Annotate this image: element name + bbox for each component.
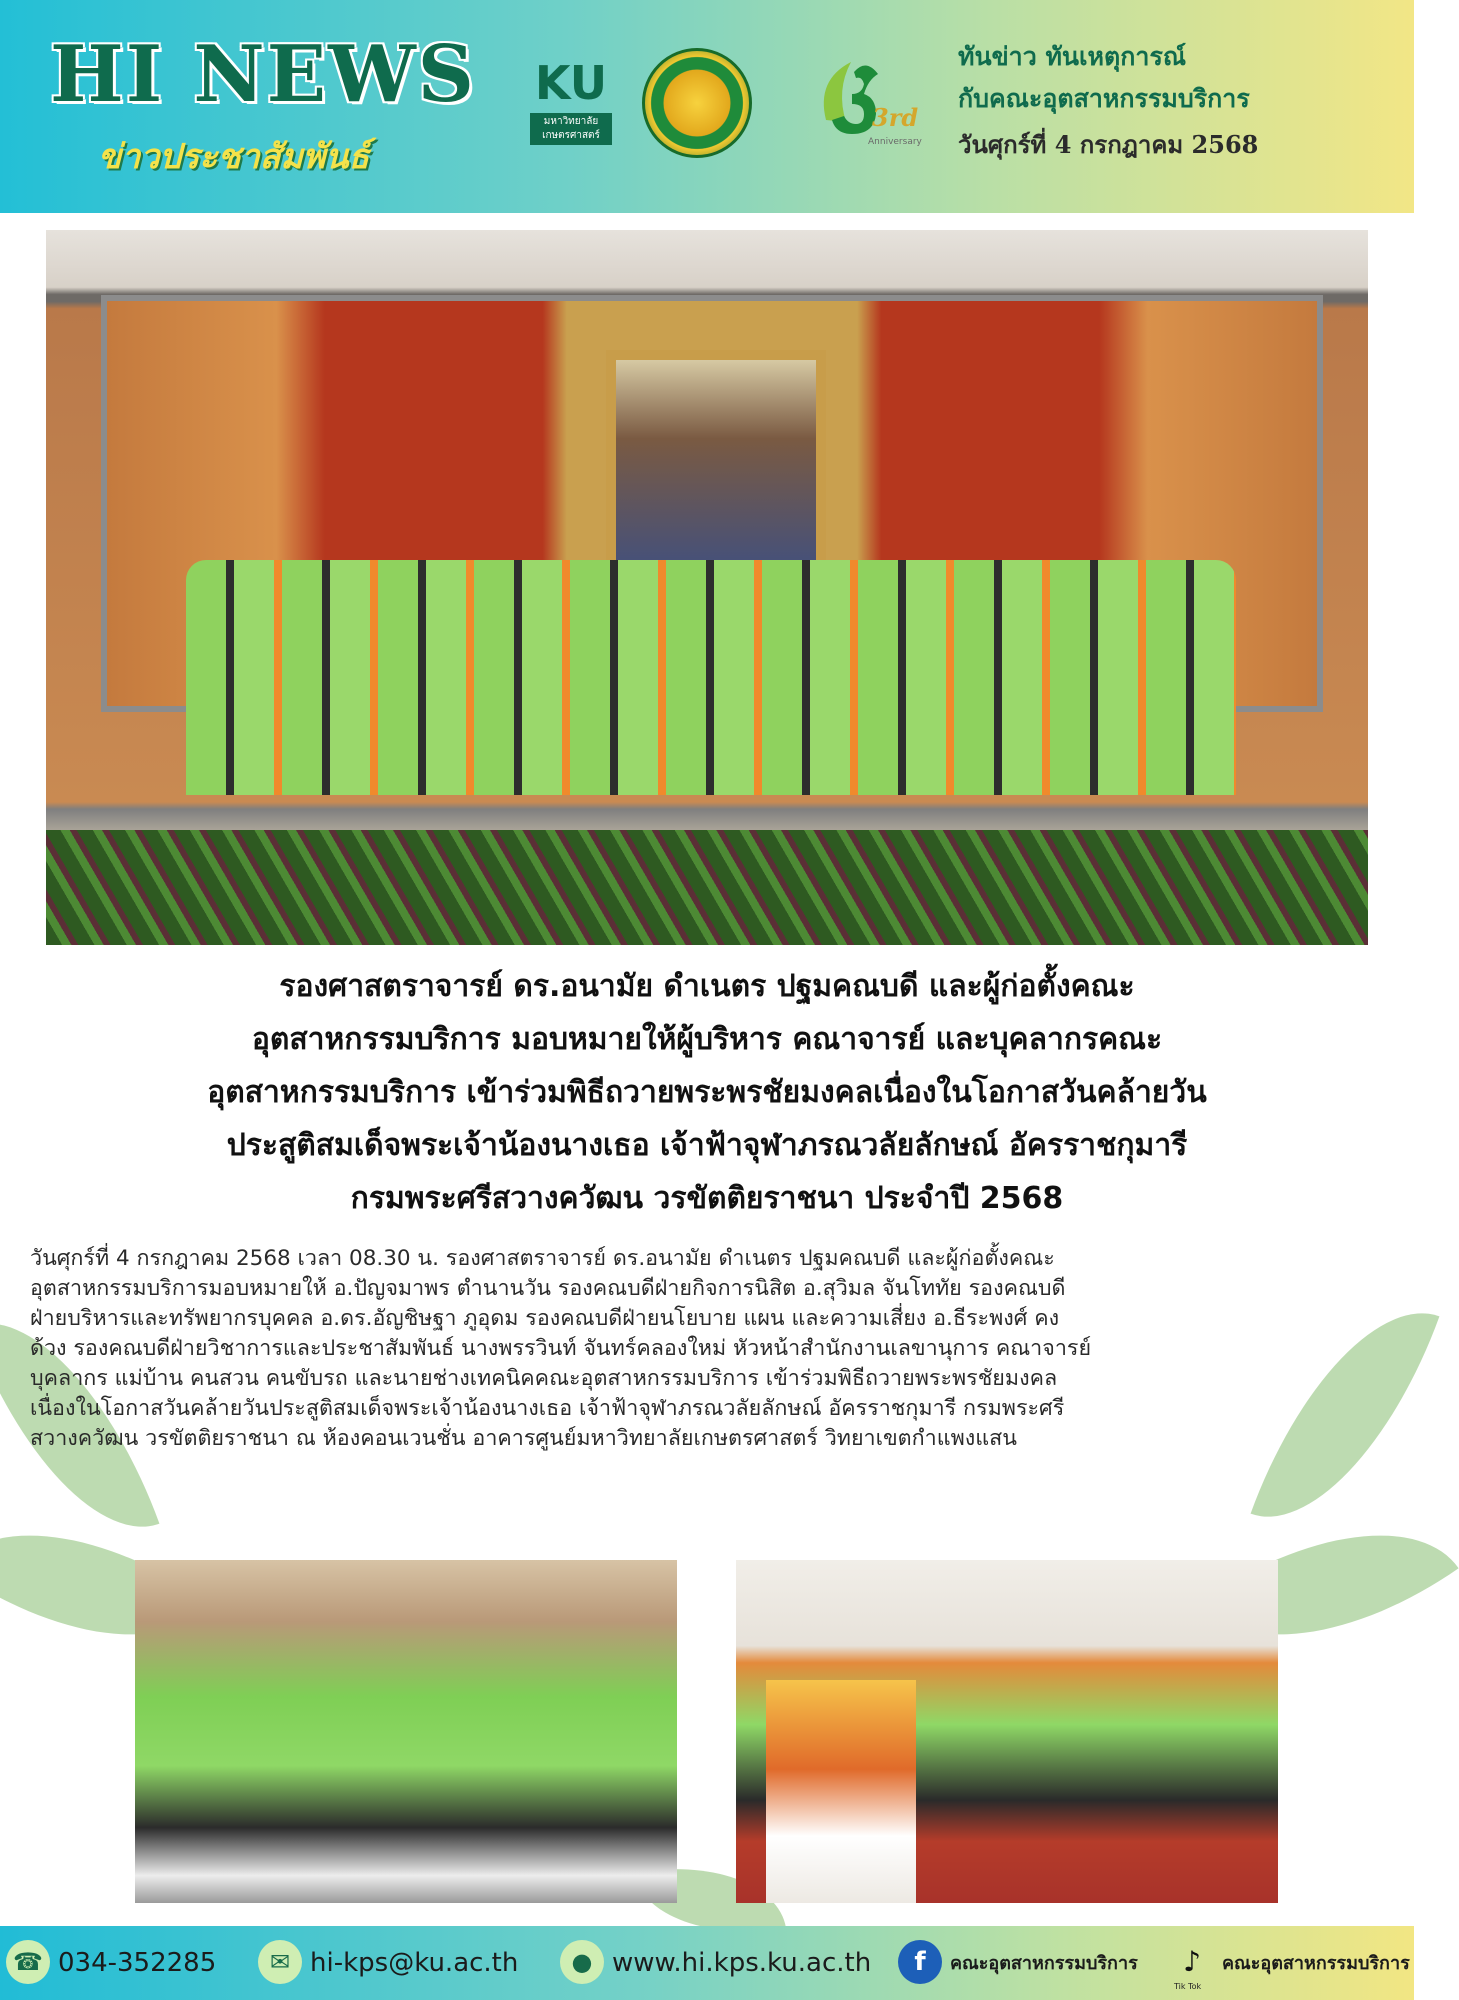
headline-line: กรมพระศรีสวางควัฒน วรขัตติยราชนา ประจำปี 2568 (350, 1181, 1064, 1216)
ku-logo (530, 55, 612, 155)
footer-contact-bar (0, 1926, 1414, 2000)
footer-tiktok-text: คณะอุตสาหกรรมบริการ (1222, 1953, 1410, 1974)
ku-logo-caption: มหาวิทยาลัยเกษตรศาสตร์ (530, 113, 612, 145)
headline-line: รองศาสตราจารย์ ดร.อนามัย ดำเนตร ปฐมคณบดี และผู้ก่อตั้งคณะ (279, 969, 1135, 1004)
email-icon: ✉ (258, 1940, 302, 1984)
stage-plants (46, 830, 1368, 945)
royal-portrait (606, 350, 826, 595)
body-line: เนื่องในโอกาสวันคล้ายวันประสูติสมเด็จพระเจ้าน้องนางเธอ เจ้าฟ้าจุฬาภรณวลัยลักษณ์ อัครราชกุมารี กรมพระศรี (30, 1396, 1065, 1421)
body-line: สวางควัฒน วรขัตติยราชนา ณ ห้องคอนเวนชั่น อาคารศูนย์มหาวิทยาลัยเกษตรศาสตร์ วิทยาเขตกำแพงแสน (30, 1426, 1017, 1451)
anniversary-caption: Anniversary (868, 137, 922, 147)
headline-line: อุตสาหกรรมบริการ มอบหมายให้ผู้บริหาร คณาจารย์ และบุคลากรคณะ (251, 1022, 1163, 1057)
globe-icon: ● (560, 1940, 604, 1984)
ceremony-photo (736, 1560, 1278, 1903)
brand-title: HI NEWS (50, 29, 477, 120)
body-line: ด้วง รองคณบดีฝ่ายวิชาการและประชาสัมพันธ์ นางพรรวินท์ จันทร์คลองใหม่ หัวหน้าสำนักงานเลขานุการ คณาจารย์ (30, 1336, 1092, 1361)
footer-tiktok[interactable] (1170, 1938, 1410, 1991)
footer-website-text: www.hi.kps.ku.ac.th (612, 1948, 872, 1978)
anniversary-badge: 3rd (872, 103, 919, 132)
header-tagline-1: ทันข่าว ทันเหตุการณ์ (958, 42, 1187, 71)
anniversary-logo (806, 50, 922, 154)
headline-line: อุตสาหกรรมบริการ เข้าร่วมพิธีถวายพระพรชัยมงคลเนื่องในโอกาสวันคล้ายวัน (207, 1075, 1207, 1110)
main-group-photo (46, 230, 1368, 945)
footer-email[interactable] (258, 1938, 548, 1988)
body-line: ฝ่ายบริหารและทรัพยากรบุคคล อ.ดร.อัญชิษฐา ภูอุดม รองคณบดีฝ่ายนโยบาย แผน และความเสี่ยง อ.ธีระพงศ์ คง (30, 1306, 1060, 1331)
group-of-staff (186, 560, 1236, 795)
ku-logo-mark: KU (534, 56, 608, 110)
body-line: อุตสาหกรรมบริการมอบหมายให้ อ.ปัญจมาพร ตำนานวัน รองคณบดีฝ่ายกิจการนิสิต อ.สุวิมล จันโททัย รองคณบดี (30, 1276, 1066, 1301)
headline-line: ประสูติสมเด็จพระเจ้าน้องนางเธอ เจ้าฟ้าจุฬาภรณวลัยลักษณ์ อัครราชกุมารี (226, 1128, 1188, 1163)
header-tagline-2: กับคณะอุตสาหกรรมบริการ (958, 84, 1250, 113)
header-banner (0, 0, 1414, 213)
faculty-seal-logo (642, 48, 752, 158)
footer-phone[interactable] (6, 1938, 236, 1988)
phone-icon: ☎ (6, 1940, 50, 1984)
brand-subtitle: ข่าวประชาสัมพันธ์ (98, 137, 370, 177)
footer-email-text: hi-kps@ku.ac.th (310, 1948, 519, 1978)
header-tagline-block (958, 36, 1398, 170)
news-body (30, 1244, 1384, 1454)
body-line: วันศุกร์ที่ 4 กรกฎาคม 2568 เวลา 08.30 น. รองศาสตราจารย์ ดร.อนามัย ดำเนตร ปฐมคณบดี และผู้ก่อตั้งคณะ (30, 1246, 1055, 1271)
body-line: บุคลากร แม่บ้าน คนสวน คนขับรถ และนายช่างเทคนิคคณะอุตสาหกรรมบริการ เข้าร่วมพิธีถวายพระพรชัยมงคล (30, 1366, 1058, 1391)
facebook-icon: f (898, 1940, 942, 1984)
footer-website[interactable] (560, 1938, 890, 1988)
footer-facebook[interactable] (898, 1938, 1168, 1988)
news-headline (30, 960, 1384, 1225)
tiktok-caption: Tik Tok (1174, 1982, 1202, 1991)
footer-phone-text: 034-352285 (58, 1948, 217, 1978)
altar-flowers (766, 1680, 916, 1903)
seated-staff-photo (135, 1560, 677, 1903)
footer-facebook-text: คณะอุตสาหกรรมบริการ (950, 1953, 1138, 1974)
header-date: วันศุกร์ที่ 4 กรกฎาคม 2568 (958, 130, 1259, 159)
tiktok-icon: ♪ (1183, 1945, 1201, 1978)
